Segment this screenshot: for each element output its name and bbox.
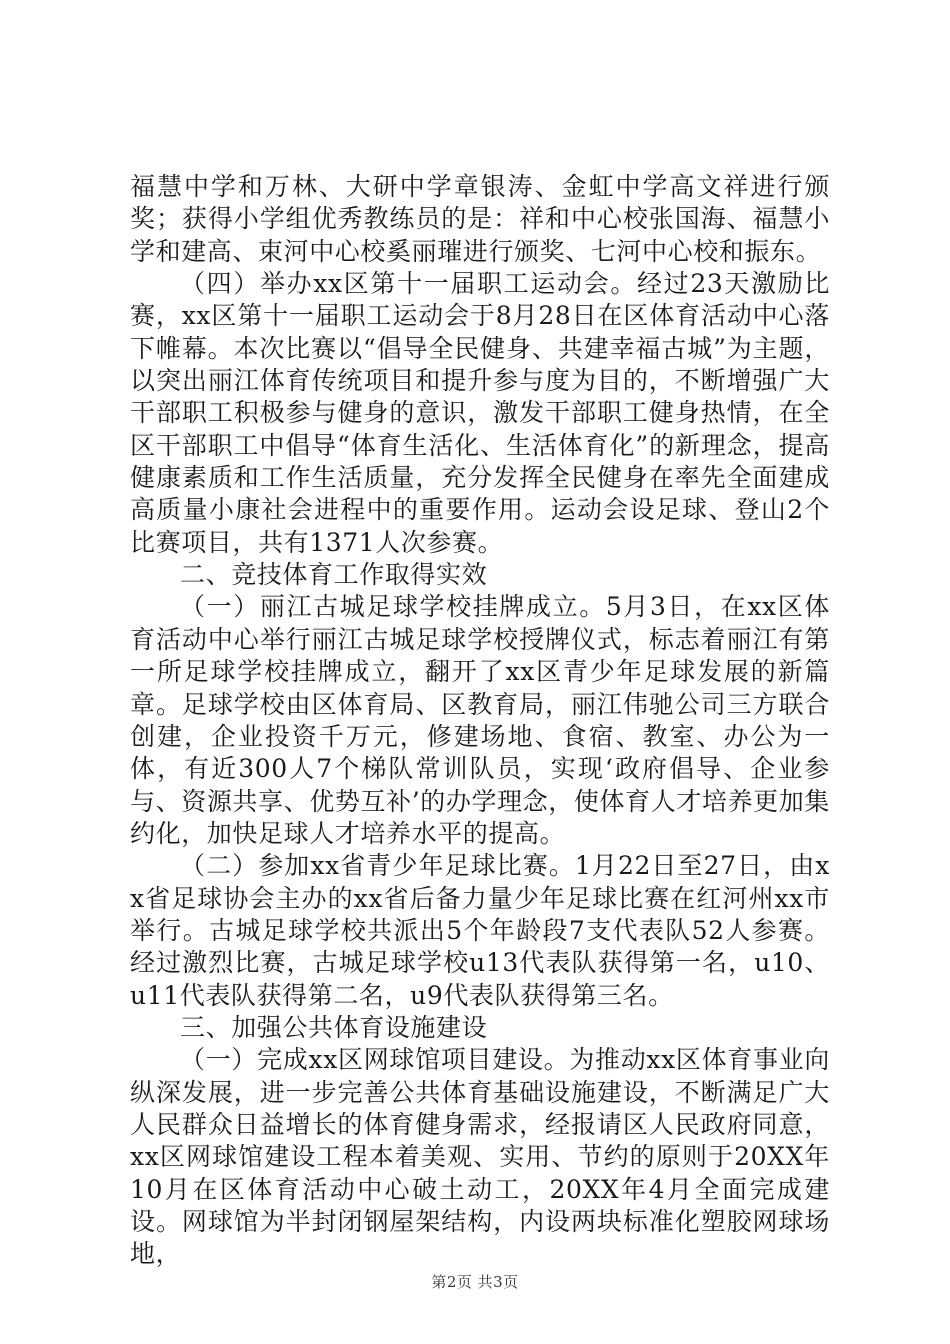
document-body [130, 171, 830, 1271]
paragraph-youth-football: （二）参加xx省青少年足球比赛。1月22日至27日，由xx省足球协会主办的xx省后备力量少年足球比赛在红河州xx市举行。古城足球学校共派出5个年龄段7支代表队52人参赛。经过激烈比赛，古城足球学校u13代表队获得第一名，u10、u11代表队获得第二名，u9代表队获得第三名。 [130, 851, 830, 1010]
paragraph-staff-games: （四）举办xx区第十一届职工运动会。经过23天激励比赛，xx区第十一届职工运动会于8月28日在区体育活动中心落下帷幕。本次比赛以“倡导全民健身、共建幸福古城”为主题，以突出丽江体育传统项目和提升参与度为目的，不断增强广大干部职工积极参与健身的意识，激发干部职工健身热情，在全区干部职工中倡导“体育生活化、生活体育化”的新理念，提高健康素质和工作生活质量，充分发挥全民健身在率先全面建成高质量小康社会进程中的重要作用。运动会设足球、登山2个比赛项目，共有1371人次参赛。 [130, 269, 830, 557]
page-footer: 第2页 共3页 [431, 1273, 519, 1291]
section-heading-competitive-sports: 二、竞技体育工作取得实效 [180, 560, 488, 590]
section-heading-public-facilities: 三、加强公共体育设施建设 [180, 1012, 488, 1042]
paragraph-tennis-hall: （一）完成xx区网球馆项目建设。为推动xx区体育事业向纵深发展，进一步完善公共体育基础设施建设，不断满足广大人民群众日益增长的体育健身需求，经报请区人民政府同意，xx区网球馆建设工程本着美观、实用、节约的原则于20XX年10月在区体育活动中心破土动工，20XX年4月全面完成建设。网球馆为半封闭钢屋架结构，内设两块标准化塑胶网球场地， [130, 1045, 830, 1269]
paragraph-continuation: 福慧中学和万林、大研中学章银涛、金虹中学高文祥进行颁奖；获得小学组优秀教练员的是：祥和中心校张国海、福慧小学和建高、束河中心校奚丽璀进行颁奖、七河中心校和振东。 [130, 172, 830, 266]
paragraph-football-school: （一）丽江古城足球学校挂牌成立。5月3日，在xx区体育活动中心举行丽江古城足球学校授牌仪式，标志着丽江有第一所足球学校挂牌成立，翻开了xx区青少年足球发展的新篇章。足球学校由区体育局、区教育局，丽江伟驰公司三方联合创建，企业投资千万元，修建场地、食宿、教室、办公为一体，有近300人7个梯队常训队员，实现‘政府倡导、企业参与、资源共享、优势互补’的办学理念，使体育人才培养更加集约化，加快足球人才培养水平的提高。 [130, 592, 830, 848]
